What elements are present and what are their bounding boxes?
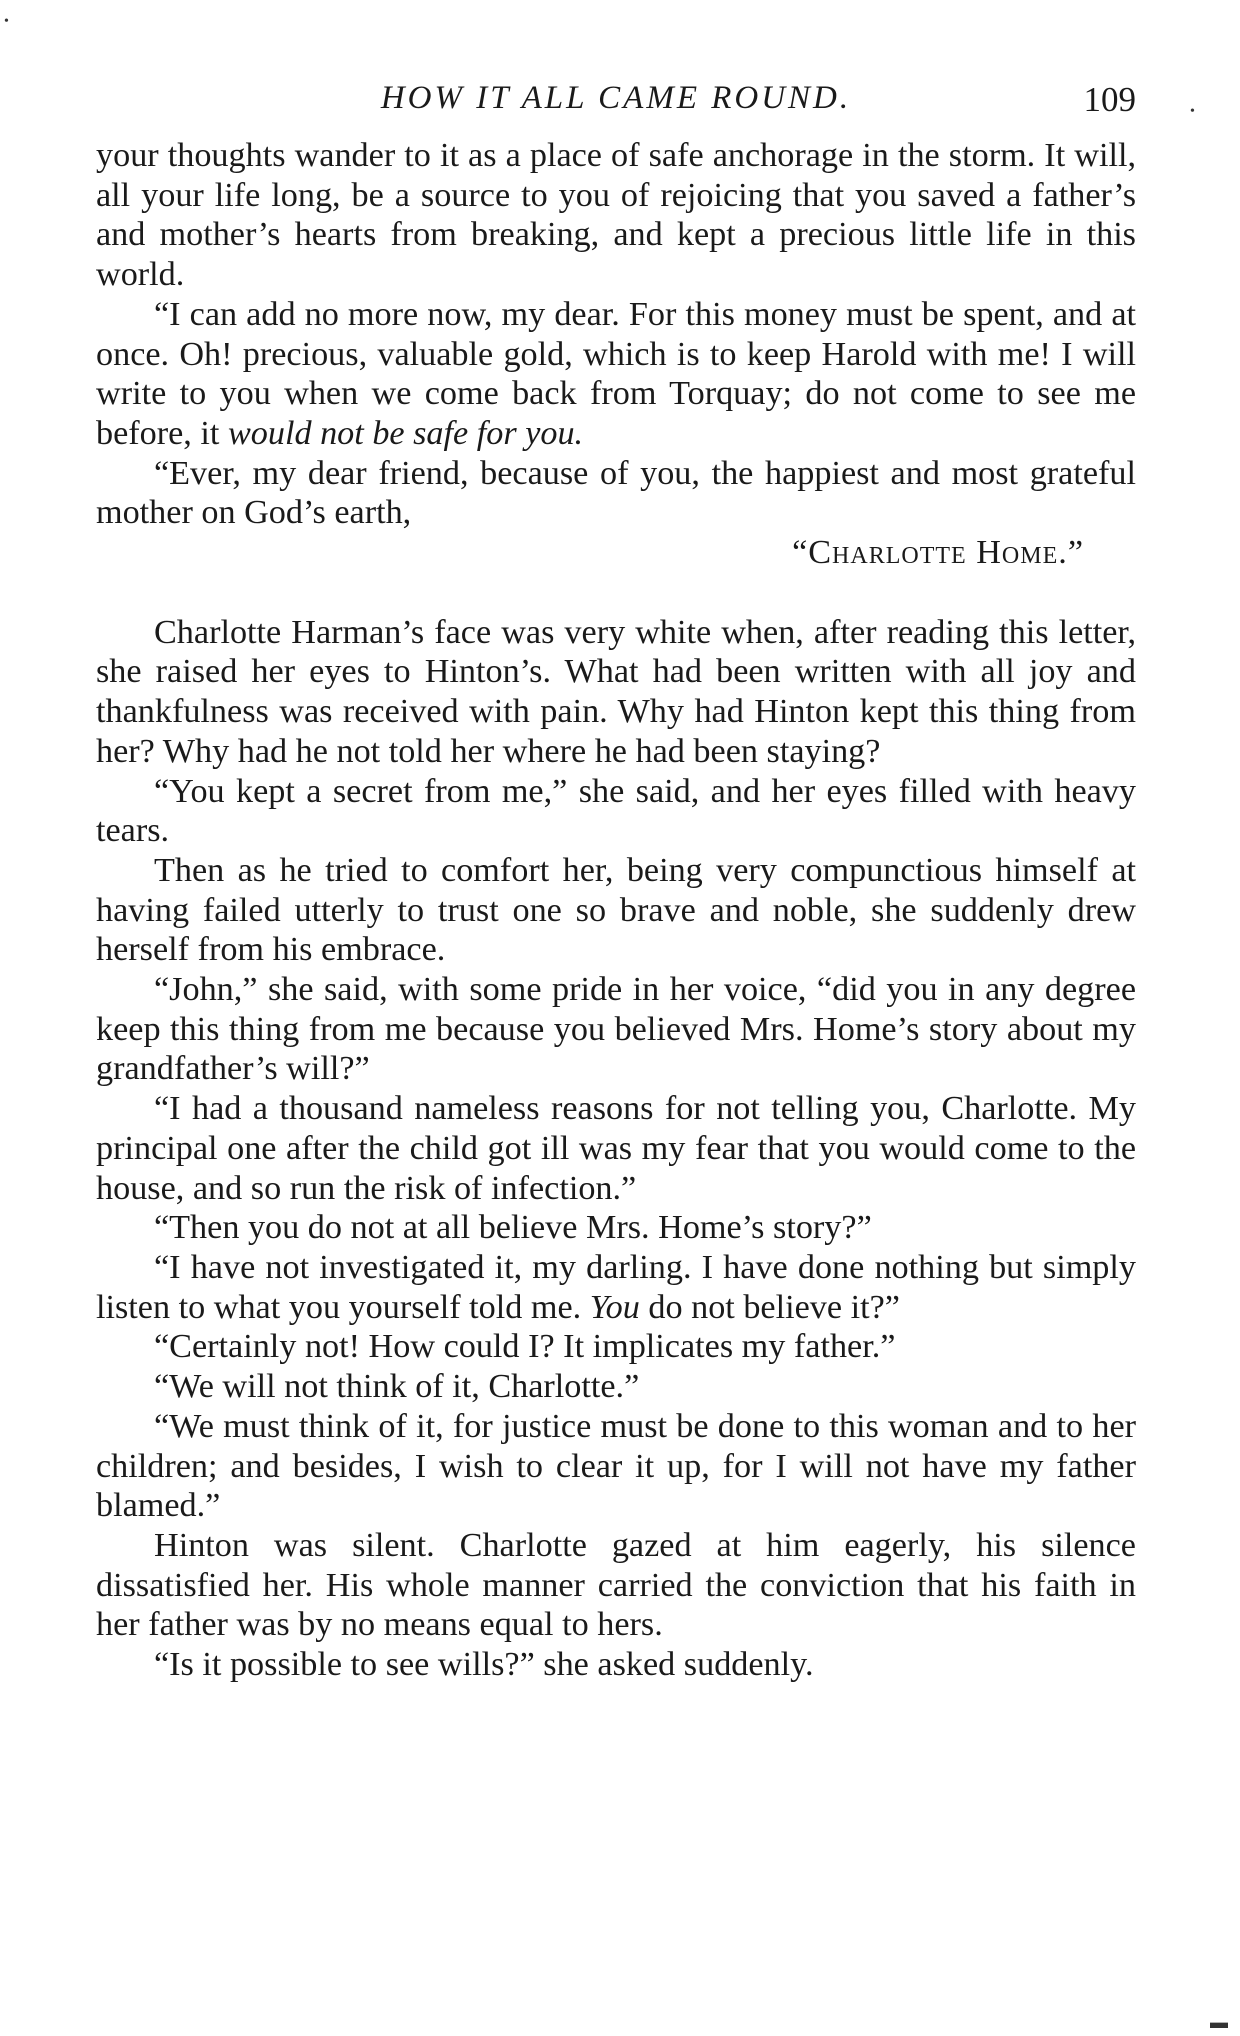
paragraph: Charlotte Harman’s face was very white when, after reading this letter, she raised her eyes to Hinton’s. What had been written with all joy and thankfulness was received with pain. Why had Hinton kept this thing from her? Why had he not told her where he had been staying? <box>96 613 1136 770</box>
paragraph-text: do not believe it?” <box>639 1288 900 1326</box>
book-page <box>96 78 1136 1685</box>
paragraph: “John,” she said, with some pride in her voice, “did you in any degree keep this thing from me because you believed Mrs. Home’s story about my grandfather’s will?” <box>96 971 1136 1088</box>
italic-text: would not be safe for you. <box>227 414 584 452</box>
page-number: 109 <box>1083 80 1136 119</box>
paragraph: “Then you do not at all believe Mrs. Home’s story?” <box>154 1209 872 1247</box>
paragraph-text: “I have not investigated it, my darling. I have done nothing but simply listen to what you yourself told me. <box>96 1248 1136 1326</box>
paragraph: your thoughts wander to it as a place of safe anchorage in the storm. It will, all your life long, be a source to you of rejoicing that you saved a father’s and mother’s hearts from breaking, and kept a precious little life in this world. <box>96 137 1136 294</box>
paragraph: “Ever, my dear friend, because of you, the happiest and most grateful mother on God’s earth, <box>96 454 1136 532</box>
paragraph: Hinton was silent. Charlotte gazed at him eagerly, his silence dissatisfied her. His whole manner carried the conviction that his faith in her father was by no means equal to hers. <box>96 1526 1136 1644</box>
paragraph: Then as he tried to comfort her, being very compunctious himself at having failed utterly to trust one so brave and noble, she suddenly drew herself from his embrace. <box>96 851 1136 969</box>
scan-speck: ▬ <box>1210 2012 1228 2032</box>
scan-speck: • <box>1190 104 1195 119</box>
paragraph-text: “I can add no more now, my dear. For this money must be spent, and at once. Oh! precious, valuable gold, which is to keep Harold with me! I will write to you when we come back from Torquay; do not come to see me before, it <box>96 295 1136 452</box>
running-title: HOW IT ALL CAME ROUND. <box>380 80 852 116</box>
paragraph: “Is it possible to see wills?” she asked suddenly. <box>154 1646 814 1684</box>
page-header <box>96 78 1136 130</box>
letter-signature: “Charlotte Home.” <box>792 534 1084 572</box>
section-break <box>96 573 1136 613</box>
paragraph <box>96 295 1136 454</box>
paragraph: “I had a thousand nameless reasons for not telling you, Charlotte. My principal one after the child got ill was my fear that you would come to the house, and so run the risk of infection.” <box>96 1090 1136 1207</box>
paragraph: “You kept a secret from me,” she said, and her eyes filled with heavy tears. <box>96 772 1136 850</box>
italic-text: You <box>589 1288 640 1326</box>
paragraph <box>96 1248 1136 1327</box>
body-text <box>96 136 1136 1685</box>
scan-speck: • <box>4 14 9 29</box>
paragraph: “We must think of it, for justice must be done to this woman and to her children; and besides, I wish to clear it up, for I will not have my father blamed.” <box>96 1407 1136 1525</box>
paragraph: “We will not think of it, Charlotte.” <box>154 1368 640 1406</box>
paragraph: “Certainly not! How could I? It implicates my father.” <box>154 1328 896 1366</box>
